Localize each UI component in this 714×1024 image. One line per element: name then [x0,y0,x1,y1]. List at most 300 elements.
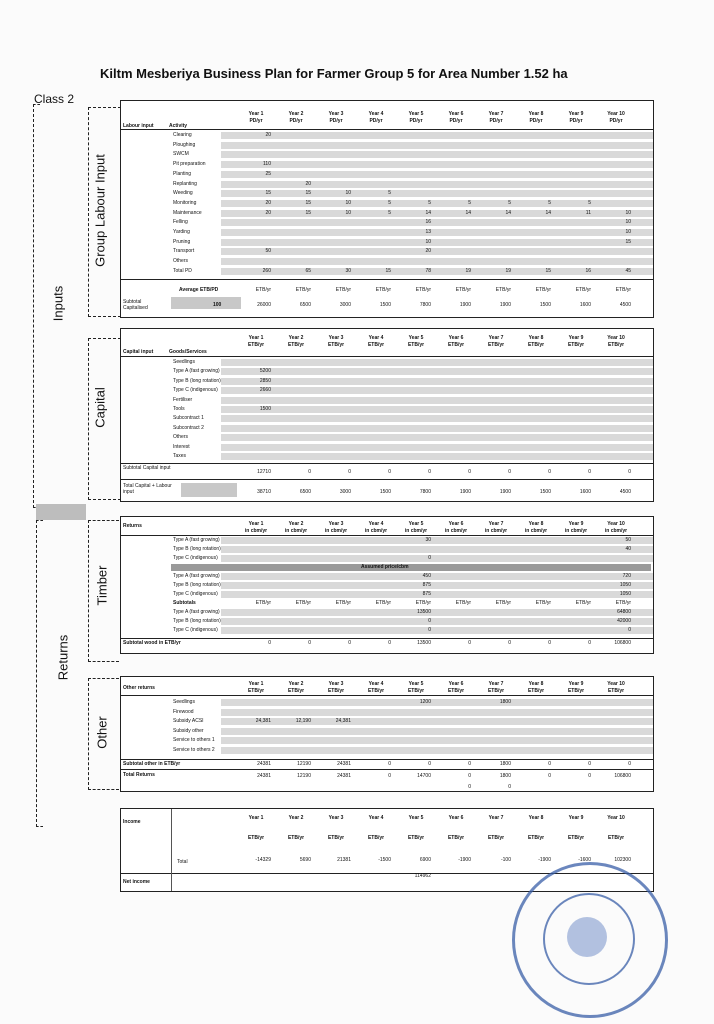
timber-section-label: Timber [94,565,110,606]
table-cell: 78 [425,267,431,274]
table-cell: 5 [508,199,511,206]
table-cell: 30 [425,537,431,543]
column-header: Year 9 [568,111,584,117]
column-header: Year 6 [448,521,464,527]
table-cell: 14 [425,209,431,216]
income-total-cell: -1600 [578,857,591,863]
column-header: Year 5 [408,681,424,687]
divider [121,356,653,357]
other-item-label: Firewood [173,708,194,715]
row-shade [221,444,653,451]
activity-label: Yarding [173,229,190,235]
other-item-label: Subsidy ACSI [173,718,204,724]
column-header-unit: ETB/yr [607,342,625,348]
table-cell: 65 [305,267,311,274]
subtotal-cell: 1900 [499,302,511,308]
column-header: Year 4 [368,521,384,527]
table-cell: 5 [468,199,471,206]
unit-label: ETB/yr [415,600,431,606]
table-cell: 0 [428,618,431,624]
returns-header: Returns [123,523,142,529]
total-cell: 14700 [417,773,431,779]
goods-label: Tools [173,406,185,412]
row-shade [221,591,653,598]
subtotal-cell: 0 [548,640,551,646]
activity-label: Ploughing [173,141,196,148]
subtotal-capitalised-label: Subtotal Capitalised [123,299,148,311]
income-unit: ETB/yr [487,835,505,841]
goods-label: Seedlings [173,359,195,365]
total-cell: 0 [388,773,391,779]
divider [121,695,653,696]
column-header-unit: PD/yr [249,118,263,124]
income-unit: ETB/yr [247,835,265,841]
activity-label: Replanting [173,180,197,187]
subtotal-cell: 0 [548,469,551,475]
table-cell: 2660 [259,387,271,394]
column-header-unit: in cbm/yr [484,528,508,534]
income-unit: ETB/yr [447,835,465,841]
column-header: Year 9 [568,681,584,687]
unit-label: ETB/yr [335,600,351,606]
total-capital-label: Total Capital + Labour input [123,483,172,495]
unit-label: ETB/yr [415,287,431,293]
column-header-unit: ETB/yr [567,688,585,694]
other-item-label: Seedlings [173,699,195,705]
row-shade [221,699,653,706]
total-cell: 24381 [257,773,271,779]
subtotal-cell: 24381 [257,761,271,767]
subtotal-cell: 24381 [337,761,351,767]
activity-label: Monitoring [173,199,197,206]
table-cell: 10 [345,199,351,206]
activity-label: Total PD [173,267,192,274]
subtotal-cell: 0 [628,761,631,767]
row-shade [221,747,653,754]
total-cell: 3000 [339,489,351,495]
income-unit: ETB/yr [407,835,425,841]
column-header-unit: ETB/yr [247,688,265,694]
row-shade [221,582,653,589]
subtotal-cell: 0 [428,469,431,475]
table-cell: 5200 [259,368,271,375]
column-header: Year 9 [568,521,584,527]
table-cell: 25 [265,170,271,177]
column-header-unit: ETB/yr [367,342,385,348]
goods-label: Type C (indigenous) [173,387,218,394]
timber-type-label: Type A (fast growing) [173,609,220,615]
divider [121,129,653,130]
divider [121,535,653,536]
total-cell: 0 [548,773,551,779]
column-header-unit: in cbm/yr [284,528,308,534]
class-label: Class 2 [34,92,75,106]
subtotal-cell: 0 [588,761,591,767]
subtotal-cell: 0 [548,761,551,767]
row-shade [221,397,653,404]
column-header-unit: ETB/yr [327,688,345,694]
subtotal-cell: 1900 [459,302,471,308]
column-header: Year 1 [248,335,264,341]
table-cell: 64800 [617,609,631,615]
income-total-cell: -1500 [378,857,391,863]
total-cell: 1900 [459,489,471,495]
timber-type-label: Type A (fast growing) [173,573,220,579]
other-item-label: Subsidy other [173,727,204,734]
income-year-header: Year 7 [488,815,504,821]
table-cell: 5 [388,209,391,216]
row-shade [221,453,653,460]
inputs-frame [33,104,40,508]
column-header-unit: ETB/yr [287,342,305,348]
row-shade [221,406,653,413]
income-unit: ETB/yr [567,835,585,841]
average-etb-label: Average ETB/PD [179,287,219,293]
total-cell: 1600 [579,489,591,495]
table-cell: 19 [465,267,471,274]
subtotal-cell: 0 [268,640,271,646]
table-cell: 12,190 [295,718,311,724]
table-cell: 0 [428,555,431,561]
table-cell: 10 [625,229,631,235]
table-cell: 5 [588,199,591,206]
column-header: Year 2 [288,335,304,341]
table-cell: 30 [345,267,351,274]
column-header-unit: PD/yr [369,118,383,124]
column-header: Year 4 [368,335,384,341]
table-cell: 5 [548,199,551,206]
subtotal-cell: 0 [508,469,511,475]
row-shade [221,573,653,580]
subtotal-cell: 6500 [299,302,311,308]
income-total-cell: 21381 [337,857,351,863]
subtotal-cell: 0 [348,640,351,646]
column-header-unit: in cbm/yr [444,528,468,534]
row-shade [221,171,653,178]
column-header: Year 9 [568,335,584,341]
divider [121,479,653,480]
column-header-unit: in cbm/yr [604,528,628,534]
row-shade [221,555,653,562]
column-header: Year 7 [488,335,504,341]
unit-label: ETB/yr [575,600,591,606]
activity-label: Planting [173,170,192,177]
subtotal-cell: 3000 [339,302,351,308]
income-total-cell: 102300 [614,857,631,863]
table-cell: 20 [265,209,271,216]
activity-label: Pruning [173,238,191,245]
column-header-unit: in cbm/yr [324,528,348,534]
column-header-unit: ETB/yr [527,342,545,348]
table-cell: 1200 [419,699,431,705]
income-year-header: Year 4 [368,815,384,821]
total-cell: 12190 [297,773,311,779]
table-cell: 24,381 [255,718,271,724]
column-header: Year 1 [248,681,264,687]
goods-label: Fertiliser [173,396,193,403]
income-year-header: Year 9 [568,815,584,821]
column-header: Year 3 [328,335,344,341]
separator-shade [36,504,86,520]
column-header-unit: PD/yr [449,118,463,124]
unit-label: ETB/yr [255,287,271,293]
table-cell: 13500 [417,609,431,615]
table-cell: 13 [425,229,431,235]
net-income-label: Net income [123,879,150,885]
row-shade [221,248,653,255]
column-header: Year 10 [607,521,625,527]
column-header: Year 7 [488,681,504,687]
table-cell: 5 [388,199,391,206]
table-cell: 20 [425,248,431,255]
row-shade [221,425,653,432]
row-shade [221,627,653,634]
labour-section-label: Group Labour Input [92,154,108,267]
capital-input-header: Capital input [123,349,154,355]
table-cell: 24,381 [335,718,351,724]
unit-label: ETB/yr [375,600,391,606]
timber-type-label: Type A (fast growing) [173,537,220,543]
column-header: Year 8 [528,681,544,687]
subtotal-cell: 0 [348,469,351,475]
income-total-cell: 6900 [419,857,431,863]
table-cell: 2850 [259,377,271,384]
returns-label: Returns [55,634,71,681]
divider [121,279,653,280]
goods-label: Type B (long rotation) [173,377,221,384]
income-unit: ETB/yr [287,835,305,841]
total-cell: 1900 [499,489,511,495]
column-header-unit: in cbm/yr [404,528,428,534]
row-shade [221,132,653,139]
table-cell: 15 [305,199,311,206]
column-header-unit: PD/yr [409,118,423,124]
column-header-unit: ETB/yr [447,688,465,694]
unit-label: ETB/yr [295,287,311,293]
row-shade [221,709,653,716]
row-shade [221,142,653,149]
column-header: Year 4 [368,681,384,687]
table-cell: 0 [628,627,631,633]
divider [121,638,653,639]
subtotal-cell: 1500 [379,302,391,308]
income-unit: ETB/yr [527,835,545,841]
row-shade [221,387,653,394]
unit-label: ETB/yr [255,600,271,606]
column-header-unit: ETB/yr [327,342,345,348]
column-header-unit: ETB/yr [487,342,505,348]
subtotal-cell: 13500 [417,640,431,646]
row-shade [221,415,653,422]
unit-label: ETB/yr [295,600,311,606]
table-cell: 20 [265,132,271,138]
subtotal-capital-label: Subtotal Capital input [123,465,171,471]
goods-label: Interest [173,443,190,450]
column-header: Year 4 [368,111,384,117]
total-cell: 38710 [257,489,271,495]
unit-label: ETB/yr [535,600,551,606]
table-cell: 1050 [619,582,631,588]
table-cell: 15 [305,209,311,216]
table-cell: 260 [262,267,271,274]
table-cell: 1500 [259,406,271,412]
total-cell: 4500 [619,489,631,495]
table-cell: 10 [345,190,351,197]
table-cell: 15 [385,267,391,274]
row-shade [221,537,653,544]
goods-services-header: Goods/Services [169,349,207,355]
income-year-header: Year 8 [528,815,544,821]
income-year-header: Year 2 [288,815,304,821]
table-cell: 14 [505,209,511,216]
subtotal-cell: 0 [388,640,391,646]
unit-label: ETB/yr [375,287,391,293]
table-cell: 10 [345,209,351,216]
table-cell: 15 [625,238,631,245]
page-title: Kiltm Mesberiya Business Plan for Farmer Group 5 for Area Number 1.52 ha [100,66,568,81]
income-total-cell: 5690 [299,857,311,863]
column-header-unit: PD/yr [289,118,303,124]
subtotal-cell: 0 [588,640,591,646]
income-unit: ETB/yr [327,835,345,841]
column-header-unit: PD/yr [609,118,623,124]
activity-label: SWCM [173,151,189,158]
income-year-header: Year 1 [248,815,264,821]
income-total-cell: -14329 [255,857,271,863]
subtotal-cell: 0 [468,469,471,475]
column-header-unit: in cbm/yr [244,528,268,534]
column-header: Year 7 [488,111,504,117]
column-header: Year 6 [448,681,464,687]
divider [121,769,653,770]
table-cell: 1800 [499,699,511,705]
table-cell: 10 [425,238,431,245]
subtotal-cell: 0 [308,640,311,646]
other-returns-header: Other returns [123,685,155,691]
table-cell: 20 [265,199,271,206]
column-header: Year 3 [328,521,344,527]
subtotal-cell: 0 [628,469,631,475]
table-cell: 50 [625,537,631,543]
total-cell: 0 [588,773,591,779]
unit-label: ETB/yr [335,287,351,293]
other-returns-table [120,676,654,792]
table-cell: 10 [625,219,631,226]
unit-label: ETB/yr [575,287,591,293]
unit-label: ETB/yr [455,287,471,293]
table-cell: 875 [422,582,431,588]
income-year-header: Year 5 [408,815,424,821]
official-stamp [512,862,668,1018]
other-item-label: Service to others 1 [173,737,215,743]
goods-label: Subcontract 2 [173,424,204,431]
subtotal-shade [171,297,241,309]
row-shade [221,434,653,441]
income-total-cell: -100 [500,857,511,863]
table-cell: 20 [305,180,311,187]
total-returns-label: Total Returns [123,772,155,778]
divider [121,759,653,760]
goods-label: Taxes [173,453,187,459]
column-header-unit: ETB/yr [287,688,305,694]
subtotal-cell: 7800 [419,302,431,308]
income-header: Income [123,819,141,825]
subtotal-cell: 12710 [257,469,271,475]
table-cell: 19 [505,267,511,274]
unit-label: ETB/yr [615,287,631,293]
column-header-unit: PD/yr [529,118,543,124]
table-cell: 11 [585,209,591,216]
income-unit: ETB/yr [367,835,385,841]
column-header-unit: ETB/yr [567,342,585,348]
column-header-unit: ETB/yr [367,688,385,694]
column-header-unit: PD/yr [329,118,343,124]
subtotal-wood-label: Subtotal wood in ETB/yr [123,640,181,646]
labour-input-header: Labour input [123,123,154,129]
row-shade [221,368,653,375]
subtotal-cell: 12190 [297,761,311,767]
table-cell: 50 [265,248,271,255]
activity-label: Weeding [173,190,193,197]
total-cell: 7800 [419,489,431,495]
labour-table [120,100,654,318]
column-header: Year 10 [607,111,625,117]
column-header: Year 6 [448,111,464,117]
column-header-unit: ETB/yr [607,688,625,694]
subtotal-cell: 26000 [257,302,271,308]
activity-label: Others [173,258,189,265]
table-cell: 42000 [617,618,631,624]
other-section-label: Other [94,716,110,749]
column-header-unit: PD/yr [489,118,503,124]
column-header-unit: ETB/yr [487,688,505,694]
table-cell: 16 [585,267,591,274]
column-header: Year 3 [328,111,344,117]
assumed-price-bar [171,564,651,571]
unit-label: ETB/yr [455,600,471,606]
extra-cell: 0 [468,784,471,790]
income-total-cell: -1900 [458,857,471,863]
subtotal-cell: 1500 [539,302,551,308]
total-cell: 1800 [499,773,511,779]
table-cell: 45 [625,267,631,274]
row-shade [221,161,653,168]
row-shade [221,546,653,553]
income-unit: ETB/yr [607,835,625,841]
column-header-unit: ETB/yr [447,342,465,348]
total-cell: 1500 [379,489,391,495]
total-cell: 0 [468,773,471,779]
other-item-label: Service to others 2 [173,746,215,753]
column-header: Year 6 [448,335,464,341]
subtotal-cell: 4500 [619,302,631,308]
table-cell: 15 [265,190,271,197]
income-total-cell: -1900 [538,857,551,863]
column-header-unit: in cbm/yr [564,528,588,534]
column-header-unit: PD/yr [569,118,583,124]
column-header: Year 5 [408,521,424,527]
inputs-label: Inputs [50,285,66,322]
column-header: Year 3 [328,681,344,687]
timber-type-label: Type B (long rotation) [173,582,221,588]
unit-label: ETB/yr [535,287,551,293]
table-cell: 16 [425,219,431,226]
subtotal-cell: 0 [508,640,511,646]
table-cell: 110 [263,161,271,168]
row-shade [221,359,653,366]
net-income-value: 114962 [414,873,431,879]
timber-type-label: Type C (indigenous) [173,555,218,561]
